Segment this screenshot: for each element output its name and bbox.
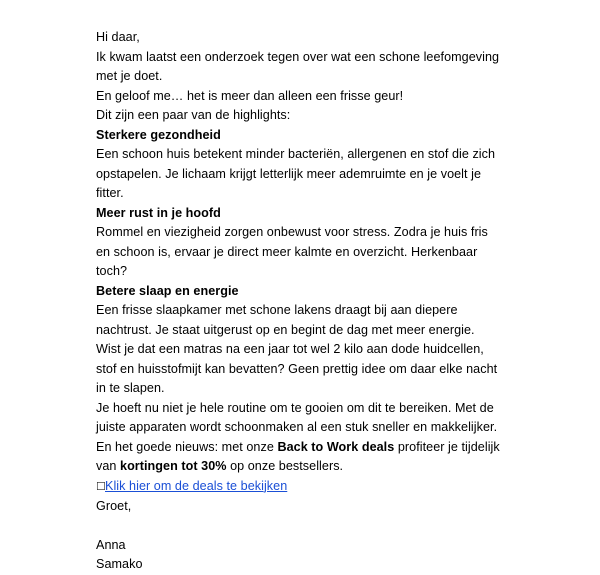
signature-first-name: Anna <box>96 537 126 552</box>
broken-image-icon: ☐ <box>96 480 106 493</box>
promo-campaign-name: Back to Work deals <box>277 439 395 454</box>
intro-paragraph-2: En geloof me… het is meer dan alleen een frisse geur! <box>96 88 404 103</box>
promo-middle: profiteer je tijdelijk van <box>96 439 500 473</box>
deals-link[interactable]: Klik hier om de deals te bekijken <box>105 478 288 493</box>
cta-line <box>96 477 504 498</box>
promo-suffix: op onze bestsellers. <box>226 459 344 473</box>
closing-paragraph-1: Wist je dat een matras na een jaar tot wel 2 kilo aan dode huidcellen, stof en huisstofmijt kan bevatten? Geen prettig idee om daar elke nacht in te slapen. <box>96 342 498 395</box>
section-body-health: Een schoon huis betekent minder bacteriën, allergenen en stof die zich opstapelen. Je lichaam krijgt letterlijk meer ademruimte en je voelt je fitter. <box>96 147 496 200</box>
section-heading-sleep: Betere slaap en energie <box>96 283 239 298</box>
promo-paragraph <box>96 438 504 477</box>
section-heading-health: Sterkere gezondheid <box>96 127 221 142</box>
greeting-line: Hi daar, <box>96 30 140 44</box>
intro-paragraph-1: Ik kwam laatst een onderzoek tegen over wat een schone leefomgeving met je doet. <box>96 49 500 83</box>
email-content <box>96 28 504 575</box>
sign-off-line: Groet, <box>96 499 132 513</box>
signature-spacer <box>96 517 504 536</box>
promo-prefix: En het goede nieuws: met onze <box>96 439 278 454</box>
section-body-sleep: Een frisse slaapkamer met schone lakens draagt bij aan diepere nachtrust. Je staat uitgerust op en begint de dag met meer energie. <box>96 303 475 337</box>
promo-discount: kortingen tot 30% <box>120 459 227 473</box>
section-heading-rest: Meer rust in je hoofd <box>96 205 221 220</box>
signature-last-name: Samako <box>96 557 143 571</box>
closing-paragraph-2: Je hoeft nu niet je hele routine om te gooien om dit te bereiken. Met de juiste apparaten wordt schoonmaken al een stuk sneller en makkelijker. <box>96 400 498 434</box>
intro-paragraph-3: Dit zijn een paar van de highlights: <box>96 108 291 122</box>
section-body-rest: Rommel en viezigheid zorgen onbewust voor stress. Zodra je huis fris en schoon is, ervaar je direct meer kalmte en overzicht. Herkenbaar toch? <box>96 225 488 278</box>
